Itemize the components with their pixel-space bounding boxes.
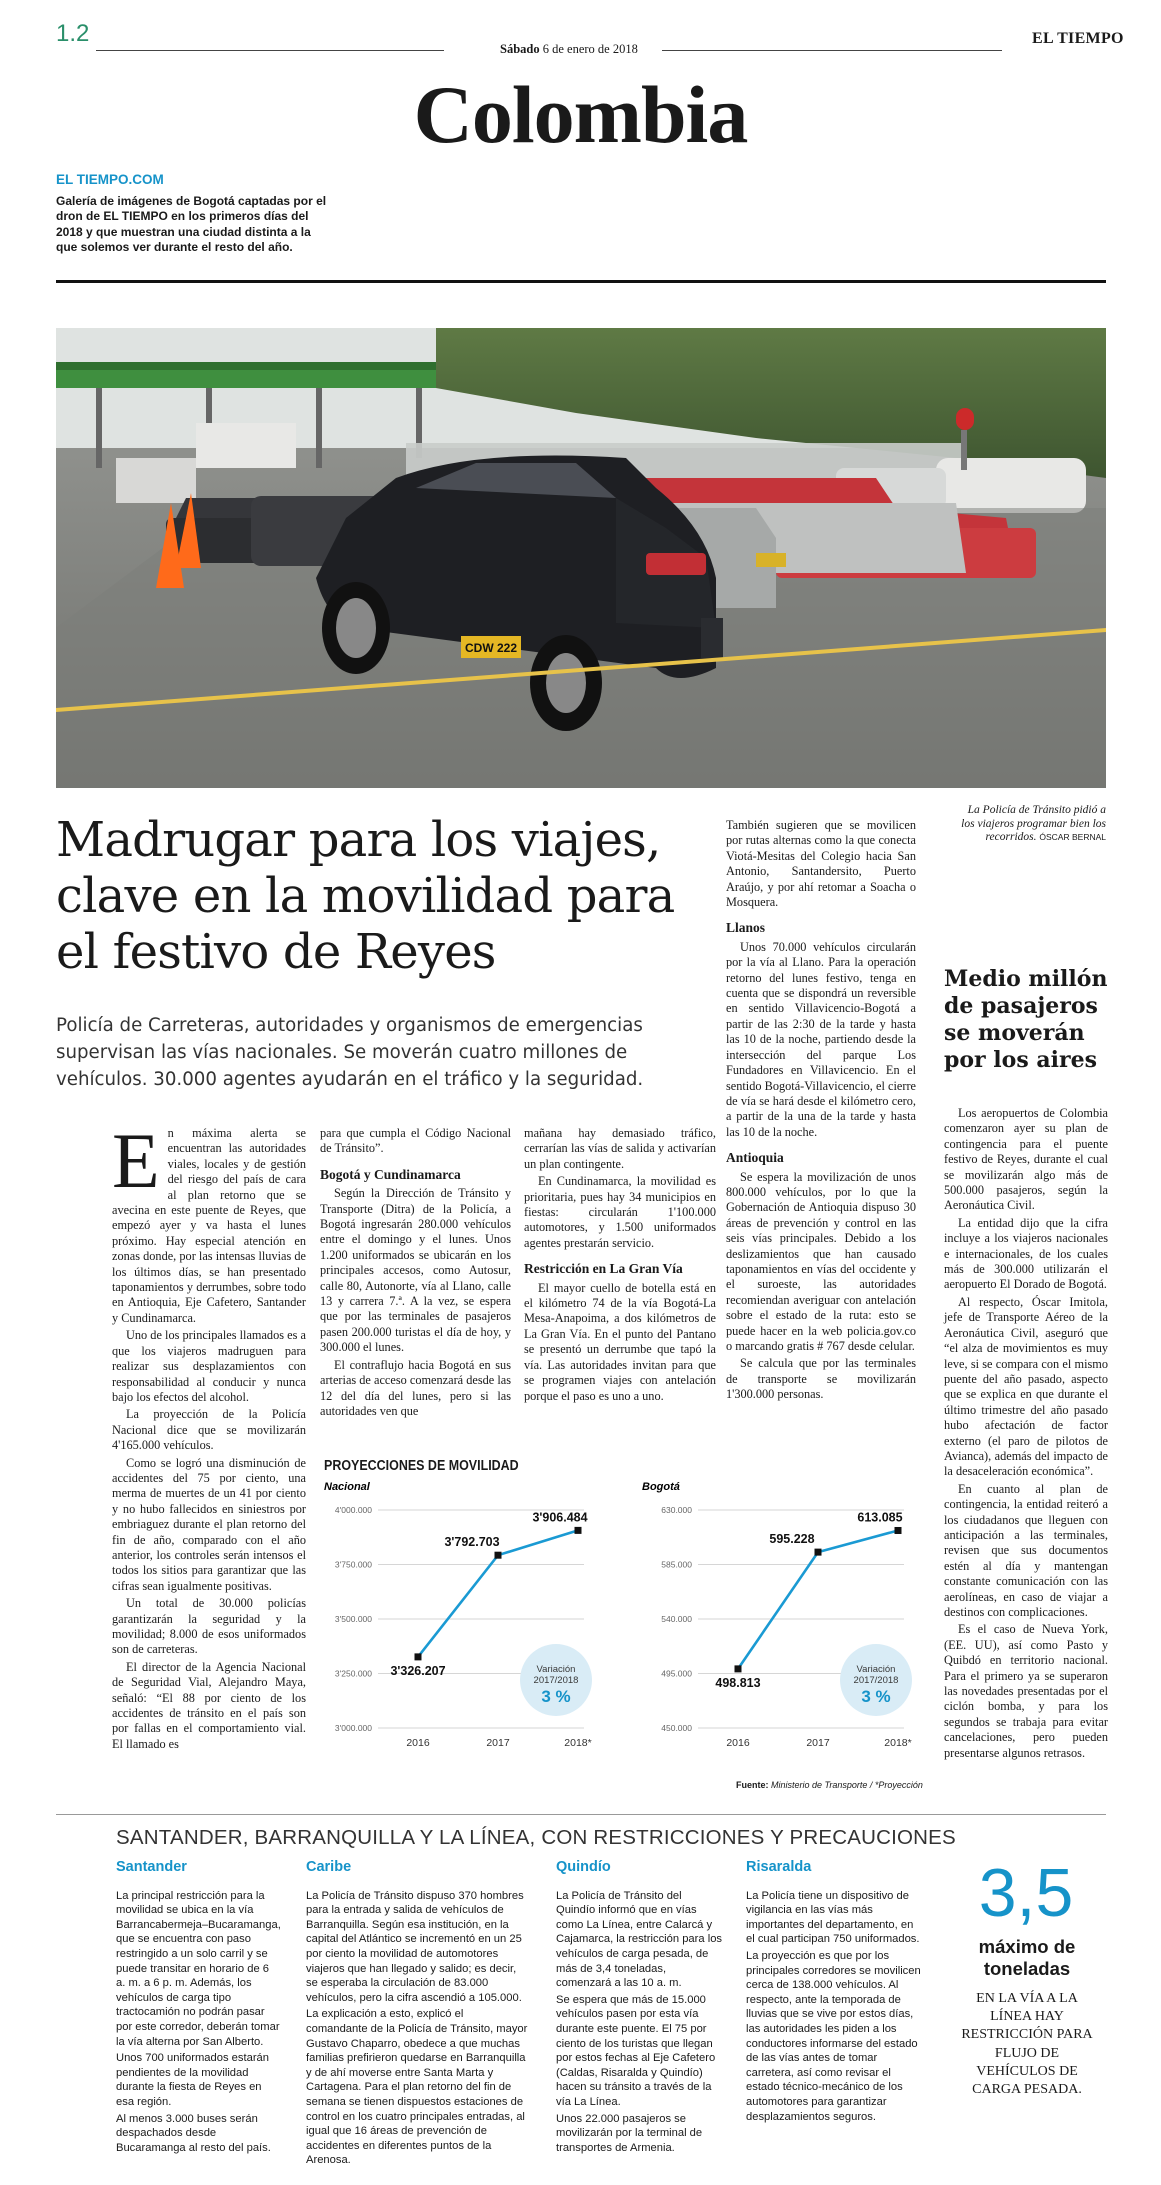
article-paragraph: Como se logró una disminución de accidentes del 75 por ciento, una merma de muertes de un 41 por ciento y no hubo fallecidos en siniestros por embriaguez durante el plan retorno del fin de año, comparado con el año anterior, los controles serán intensos el todos los sitios para garantizar que las cifras sean igualmente positivas. xyxy=(112,1455,306,1593)
bottom-paragraph: La Policía tiene un dispositivo de vigilancia en las vías más importantes del departamento, en el cual participan 750 uniformados. xyxy=(746,1889,920,1946)
promo-site[interactable]: EL TIEMPO.COM xyxy=(56,172,164,187)
stat-label: máximo de toneladas xyxy=(978,1936,1076,1979)
x-tick-label: 2016 xyxy=(726,1737,750,1749)
data-label: 613.085 xyxy=(857,1510,903,1525)
article-paragraph: Se calcula que por las terminales de transporte se movilizarán 1'300.000 personas. xyxy=(726,1356,916,1402)
data-point xyxy=(895,1527,902,1534)
variation-value: 3 % xyxy=(861,1687,891,1706)
page-number: 1.2 xyxy=(56,20,90,47)
bottom-paragraph: La principal restricción para la movilidad se ubica en la vía Barrancabermeja–Bucaramanga, que se encuentra con paso restringido a un solo carril y se puede transitar en horario de 6 a. m. a 6 p. m. Además, los vehículos de carga tipo tractocamión no podrán pasar por este corredor, deberán tomar la vía alterna por San Alberto. xyxy=(116,1889,281,2048)
chart-source-label: Fuente: xyxy=(736,1780,769,1790)
y-tick-label: 3'500.000 xyxy=(334,1614,372,1624)
article-paragraph: Se espera la movilización de unos 800.000 vehículos, por lo que la Gobernación de Antioquia dispuso 30 áreas de prevención y control en las seis vías principales. Debido a los deslizamientos que han causado taponamientos en vías del occidente y el suroeste, las autoridades recomiendan averiguar con antelación sobre el estado de la ruta: esto se puede hacer en la web policia.gov.co o marcando gratis # 767 desde celular. xyxy=(726,1169,916,1353)
photo-caption-text: La Policía de Tránsito pidió a los viajeros programar bien los recorridos. xyxy=(961,804,1106,844)
sidebar-body xyxy=(944,1106,1108,1763)
bottom-section-title: SANTANDER, BARRANQUILLA Y LA LÍNEA, CON RESTRICCIONES Y PRECAUCIONES xyxy=(116,1826,956,1849)
series-line xyxy=(418,1530,578,1657)
chart-panel-title: Bogotá xyxy=(642,1481,680,1493)
x-tick-label: 2018* xyxy=(884,1737,912,1749)
article-paragraph: n máxima alerta se encuentran las autoridades viales, locales y de gestión del riesgo del país de cara al plan retorno que se avecina en este puente de Reyes, que empezó ayer y va hasta el lunes próximo. Hay especial atención en zonas donde, por las intensas lluvias de los últimos días, se han presentado taponamientos y derrumbes, sobre todo en Antioquia, Eje Cafetero, Santander y Cundinamarca. xyxy=(112,1126,306,1325)
bottom-heading: Santander xyxy=(116,1859,187,1875)
bottom-paragraph: Unos 700 uniformados estarán pendientes de la movilidad durante la fiesta de Reyes en esa región. xyxy=(116,2052,269,2108)
data-label: 595.228 xyxy=(769,1532,815,1547)
x-tick-label: 2017 xyxy=(806,1737,830,1749)
section-title: Colombia xyxy=(413,69,748,160)
page-date xyxy=(500,42,638,57)
subheading-llanos: Llanos xyxy=(726,920,766,936)
chart-source-text: Ministerio de Transporte / *Proyección xyxy=(771,1780,923,1790)
chart-panel-title: Nacional xyxy=(324,1481,370,1493)
article-paragraph: Según la Dirección de Tránsito y Transporte (Ditra) de la Policía, a Bogotá ingresarán 280.000 vehículos entre el domingo y el lunes. Unos 1.200 uniformados se ubicarán en los principales accesos, como Autosur, calle 80, Autonorte, vía al Llano, calle 13 y carrera 7.ª. A la vez, se espera que por las terminales de pasajeros pasen 200.000 turistas el día de hoy, y 300.000 el lunes. xyxy=(320,1186,511,1355)
article-headline: Madrugar para los viajes, clave en la movilidad para el festivo de Reyes xyxy=(56,812,675,980)
variation-label-line-1: Variación xyxy=(856,1664,896,1675)
sidebar-paragraph: Es el caso de Nueva York, (EE. UU), así como Pasto y Quibdó en territorio nacional. Para el primero ya se superaron las novedades presentadas por el ciclón bomba, y para los segundos se trabaja para evitar cancelaciones, pero pueden presentarse algunos retrasos. xyxy=(944,1622,1108,1760)
date-day: Sábado xyxy=(500,42,540,56)
y-tick-label: 540.000 xyxy=(661,1614,692,1624)
sidebar-paragraph: Los aeropuertos de Colombia comenzaron ayer su plan de contingencia para el puente festivo de Reyes, durante el cual se movilizarán algo más de 500.000 pasajeros, según la Aeronáutica Civil. xyxy=(944,1106,1108,1213)
bottom-paragraph: La proyección es que por los principales corredores se movilicen cerca de 138.000 vehículos. Al respecto, ante la temporada de lluvias que se vive por estos días, las autoridades les piden a los conductores informarse del estado de las vías antes de tomar carretera, así como revisar el estado técnico-mecánico de los automotores para garantizar desplazamientos seguros. xyxy=(746,1949,921,2123)
data-point xyxy=(735,1665,742,1672)
chart-title: PROYECCIONES DE MOVILIDAD xyxy=(324,1458,519,1474)
promo-divider xyxy=(56,280,1106,283)
data-point xyxy=(495,1552,502,1559)
article-paragraph: Unos 70.000 vehículos circularán por la vía al Llano. Para la operación retorno del lunes festivo, tenga en cuenta que se dispondrá un reversible en sentido Villavicencio-Bogotá a partir de las 2:30 de la tarde y hasta las 10 de la noche, partiendo desde la intersección del parque Los Fundadores en Villavicencio. En el sentido Bogotá-Villavicencio, el cierre de vía se hará desde el kilómetro cero, a partir de la una de la tarde y hasta las 10 de la noche. xyxy=(726,939,916,1139)
article-lede: Policía de Carreteras, autoridades y organismos de emergencias supervisan las vías nacionales. Se moverán cuatro millones de vehículos. 30.000 agentes ayudarán en el tráfico y la seguridad. xyxy=(56,1015,644,1090)
variation-value: 3 % xyxy=(541,1687,571,1706)
y-tick-label: 495.000 xyxy=(661,1668,692,1679)
photo-credit: ÓSCAR BERNAL xyxy=(1039,832,1106,843)
article-col-1 xyxy=(112,1117,306,1754)
traffic-photo-illustration xyxy=(56,328,1106,788)
subheading-gran-via: Restricción en La Gran Vía xyxy=(524,1261,683,1277)
header-rule-left xyxy=(96,50,444,51)
photo-caption xyxy=(960,804,1106,845)
article-paragraph: En Cundinamarca, la movilidad es prioritaria, pues hay 34 municipios en fiestas: circularán 1'100.000 automotores, y 1.500 uniformados agentes prestarán servicio. xyxy=(524,1174,716,1250)
stat-description: EN LA VÍA A LA LÍNEA HAY RESTRICCIÓN PARA FLUJO DE VEHÍCULOS DE CARGA PESADA. xyxy=(961,1991,1093,2098)
chart-source xyxy=(736,1780,923,1790)
sidebar-paragraph: En cuanto al plan de contingencia, la entidad reiteró a los ciudadanos que lleguen con anticipación a las terminales, revisen que sus documentos estén al día y mantengan constante comunicación con las aerolíneas, en caso de viajar a destinos con complicaciones. xyxy=(944,1481,1108,1619)
article-paragraph: El contraflujo hacia Bogotá en sus arterias de acceso comenzará desde las 12 del día del lunes, pero si las autoridades ven que xyxy=(320,1357,511,1418)
x-tick-label: 2018* xyxy=(564,1737,592,1749)
x-tick-label: 2017 xyxy=(486,1737,510,1749)
article-col-2 xyxy=(320,1126,511,1421)
sidebar-title: Medio millón de pasajeros se moverán por los aires xyxy=(944,966,1108,1073)
article-paragraph: Uno de los principales llamados es a que los viajeros madruguen para realizar sus desplazamientos con responsabilidad al conducir y nunca bajo los efectos del alcohol. xyxy=(112,1328,306,1404)
bottom-heading: Quindío xyxy=(556,1859,611,1875)
bottom-paragraph: La explicación a esto, explicó el comandante de la Policía de Tránsito, mayor Gustavo Chaparro, obedece a que muchas familias prefirieron quedarse en Barranquilla y de ahí moverse entre Santa Marta y Cartagena. Para el plan retorno del fin de semana se tienen dispuestos estaciones de control en los cuatro principales entradas, al igual que 16 áreas de prevención de accidentes en diferentes puntos de la Arenosa. xyxy=(306,2008,528,2167)
y-tick-label: 3'750.000 xyxy=(334,1559,372,1570)
y-tick-label: 3'250.000 xyxy=(334,1668,372,1679)
bottom-paragraph: Unos 22.000 pasajeros se movilizarán por la terminal de transportes de Armenia. xyxy=(556,2112,703,2154)
article-col-4 xyxy=(726,818,916,1405)
x-tick-label: 2016 xyxy=(406,1737,430,1749)
sidebar-paragraph: La entidad dijo que la cifra incluye a los viajeros nacionales e internacionales, de los cuales más de 300.000 utilizarán el aeropuerto El Dorado de Bogotá. xyxy=(944,1215,1108,1292)
article-col-3 xyxy=(524,1126,716,1406)
y-tick-label: 4'000.000 xyxy=(334,1505,372,1515)
header-rule-right xyxy=(662,50,1002,51)
data-point xyxy=(415,1653,422,1660)
stat-value: 3,5 xyxy=(978,1855,1074,1931)
bottom-col-risaralda xyxy=(746,1860,922,2126)
bottom-heading: Caribe xyxy=(306,1859,352,1875)
sidebar-paragraph: Al respecto, Óscar Imitola, jefe de Transporte Aéreo de la Aeronáutica Civil, aseguró que “el alza de movimientos es muy leve, si se compara con el mismo puente del año pasado, aspecto que se explica en que durante el último trimestre del año pasado hubo afectación de factor externo (el paro de pilotos de Avianca), además del impacto de la desaceleración económica”. xyxy=(944,1294,1108,1479)
bottom-top-rule xyxy=(56,1814,1106,1815)
variation-label-line-1: Variación xyxy=(536,1664,576,1675)
main-photo xyxy=(56,328,1106,788)
promo-text: Galería de imágenes de Bogotá captadas por el dron de EL TIEMPO en los primeros días del 2018 y que muestran una ciudad distinta a la que solemos ver durante el resto del año. xyxy=(56,194,327,254)
bottom-col-caribe xyxy=(306,1860,528,2170)
subheading-bogota: Bogotá y Cundinamarca xyxy=(320,1166,461,1182)
drop-cap: E xyxy=(112,1117,160,1204)
y-tick-label: 450.000 xyxy=(661,1723,692,1733)
article-paragraph: También sugieren que se movilicen por rutas alternas como la que conecta Viotá-Mesitas del Colegio hacia San Antonio, Santandersito, Puerto Araújo, y por ahí retomar a Soacha o Mosquera. xyxy=(726,818,916,910)
bottom-paragraph: Se espera que más de 15.000 vehículos pasen por esta vía durante este puente. El 75 por ciento de los turistas que llegan por estos fechas al Eje Cafetero (Caldas, Risaralda y Quindío) hacen su tránsito a través de la vía La Línea. xyxy=(556,1993,716,2108)
data-label: 3'906.484 xyxy=(532,1510,588,1525)
variation-label-line-2: 2017/2018 xyxy=(533,1675,579,1686)
bottom-heading: Risaralda xyxy=(746,1859,812,1875)
y-tick-label: 630.000 xyxy=(661,1505,692,1515)
bottom-paragraph: Al menos 3.000 buses serán despachados desde Bucaramanga al resto del país. xyxy=(116,2112,271,2154)
mobility-chart xyxy=(320,1478,920,1784)
data-label: 498.813 xyxy=(715,1675,761,1690)
article-paragraph: Un total de 30.000 policías garantizarán la seguridad y la movilidad; 8.000 de esos uniformados son de carreteras. xyxy=(112,1596,306,1657)
bottom-paragraph: La Policía de Tránsito dispuso 370 hombres para la entrada y salida de vehículos de Barranquilla. Según esa institución, en la capital del Atlántico se incrementó en un 25 por ciento la movilidad de automotores viajeros que han llegado y salido; es decir, se esperaba la circulación de 83.000 vehículos, pero la cifra ascendió a 105.000. xyxy=(306,1889,524,2004)
data-label: 3'326.207 xyxy=(390,1663,446,1678)
data-point xyxy=(575,1527,582,1534)
article-paragraph: La proyección de la Policía Nacional dice que se movilizarán 4'165.000 vehículos. xyxy=(112,1407,306,1453)
bottom-col-santander xyxy=(116,1860,281,2157)
license-plate: CDW 222 xyxy=(464,641,518,655)
bottom-col-quindio xyxy=(556,1860,722,2157)
article-paragraph: El director de la Agencia Nacional de Seguridad Vial, Alejandro Maya, señaló: “El 88 por ciento de los accidentes de tránsito en el país son por fallas en el comportamiento vial. El llamado es xyxy=(112,1659,306,1751)
article-paragraph: para que cumpla el Código Nacional de Tránsito”. xyxy=(320,1126,511,1156)
bottom-paragraph: La Policía de Tránsito del Quindío informó que en vías como La Línea, entre Calarcá y Cajamarca, la restricción para los vehículos de carga pesada, de más de 3,4 toneladas, comenzará a las 10 a. m. xyxy=(556,1889,723,1990)
article-paragraph: El mayor cuello de botella está en el kilómetro 74 de la vía Bogotá-La Mesa-Anapoima, a dos kilómetros de La Gran Vía. En el punto del Pantano se presentó un derrumbe que tapó la vía. Las autoridades invitan para que se programen viajes con antelación porque el paso es uno a uno. xyxy=(524,1280,716,1403)
subheading-antioquia: Antioquia xyxy=(726,1150,784,1166)
data-point xyxy=(815,1549,822,1556)
date-rest: 6 de enero de 2018 xyxy=(542,42,638,56)
y-tick-label: 3'000.000 xyxy=(334,1723,372,1733)
y-tick-label: 585.000 xyxy=(661,1559,692,1570)
article-paragraph: mañana hay demasiado tráfico, cerrarían las vías de salida y activarían un plan contingente. xyxy=(524,1126,716,1171)
variation-label-line-2: 2017/2018 xyxy=(853,1675,899,1686)
data-label: 3'792.703 xyxy=(444,1535,500,1550)
brand-logo: EL TIEMPO xyxy=(1032,30,1124,47)
